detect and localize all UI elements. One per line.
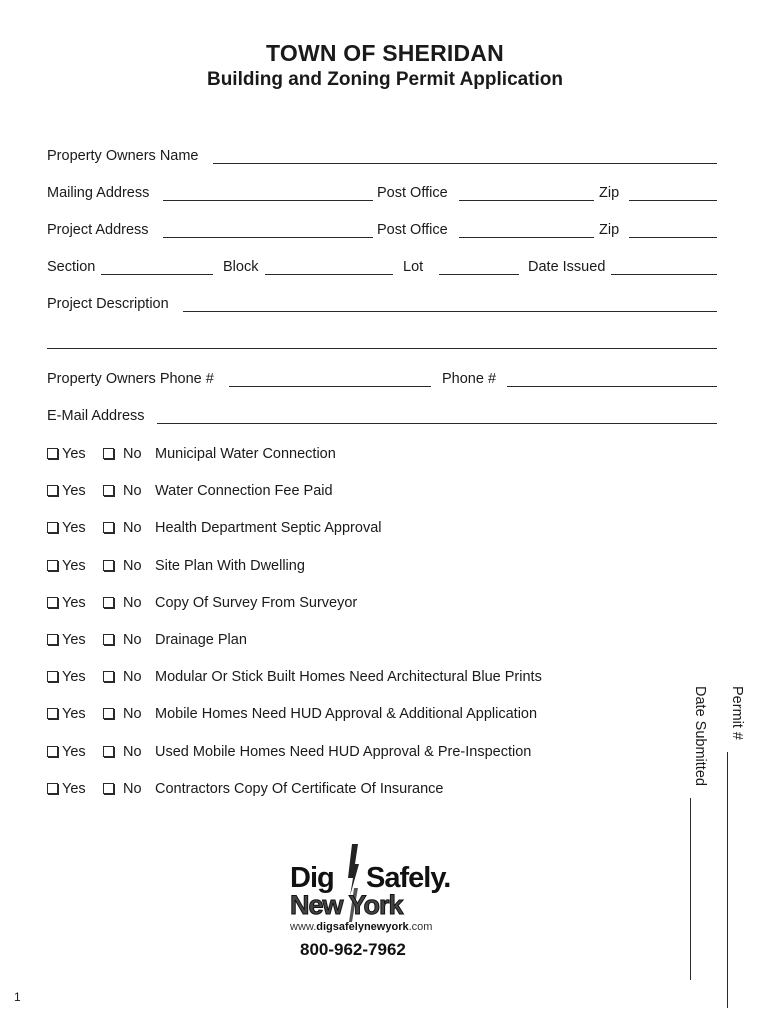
checklist-item xyxy=(47,481,687,503)
logo-new-york-text: New York xyxy=(290,890,403,920)
no-label: No xyxy=(123,557,142,574)
block-label: Block xyxy=(223,259,259,275)
no-label: No xyxy=(123,780,142,797)
project-address-row xyxy=(47,220,717,242)
logo-url-suffix: .com xyxy=(408,921,433,933)
date-submitted-label: Date Submitted xyxy=(692,686,708,786)
email-label: E-Mail Address xyxy=(47,408,145,424)
mailing-address-field[interactable] xyxy=(163,200,373,201)
yes-label: Yes xyxy=(62,557,86,574)
no-label: No xyxy=(123,743,142,760)
checklist-item xyxy=(47,556,687,578)
no-checkbox[interactable] xyxy=(103,708,114,719)
page-title: TOWN OF SHERIDAN xyxy=(266,40,504,66)
permit-number-label: Permit # xyxy=(729,686,745,740)
owners-name-field[interactable] xyxy=(213,163,717,164)
no-checkbox[interactable] xyxy=(103,671,114,682)
yes-label: Yes xyxy=(62,594,86,611)
checklist-item xyxy=(47,518,687,540)
project-zip-field[interactable] xyxy=(629,237,717,238)
date-issued-label: Date Issued xyxy=(528,259,606,275)
yes-label: Yes xyxy=(62,780,86,797)
yes-checkbox[interactable] xyxy=(47,485,58,496)
no-checkbox[interactable] xyxy=(103,634,114,645)
yes-label: Yes xyxy=(62,706,86,723)
project-zip-label: Zip xyxy=(599,222,620,238)
yes-label: Yes xyxy=(62,520,86,537)
yes-checkbox[interactable] xyxy=(47,746,58,757)
no-label: No xyxy=(123,483,142,500)
owners-name-label: Property Owners Name xyxy=(47,148,199,164)
no-checkbox[interactable] xyxy=(103,448,114,459)
logo-safely-text: Safely. xyxy=(366,862,451,894)
page-mark: 1 xyxy=(14,990,21,1004)
lot-field[interactable] xyxy=(439,274,519,275)
no-label: No xyxy=(123,669,142,686)
project-description-label: Project Description xyxy=(47,296,169,312)
checklist-item xyxy=(47,593,687,615)
phone-field[interactable] xyxy=(507,386,717,387)
no-checkbox[interactable] xyxy=(103,485,114,496)
section-label: Section xyxy=(47,259,96,275)
project-description-row xyxy=(47,294,717,316)
mailing-address-label: Mailing Address xyxy=(47,185,150,201)
no-label: No xyxy=(123,446,142,462)
yes-checkbox[interactable] xyxy=(47,634,58,645)
mailing-zip-label: Zip xyxy=(599,185,620,201)
no-label: No xyxy=(123,706,142,723)
logo-phone: 800-962-7962 xyxy=(300,940,406,959)
mailing-post-office-field[interactable] xyxy=(459,200,594,201)
logo-url-main: digsafelynewyork xyxy=(316,921,409,933)
mailing-zip-field[interactable] xyxy=(629,200,717,201)
checklist-item-label: Copy Of Survey From Surveyor xyxy=(155,594,358,611)
project-description-field[interactable] xyxy=(183,311,717,312)
project-post-office-label: Post Office xyxy=(377,222,448,238)
no-checkbox[interactable] xyxy=(103,746,114,757)
mailing-post-office-label: Post Office xyxy=(377,185,448,201)
logo-url xyxy=(290,921,432,933)
permit-number-field[interactable] xyxy=(727,752,728,1008)
yes-label: Yes xyxy=(62,669,86,686)
checklist-item-label: Municipal Water Connection xyxy=(155,446,336,462)
no-checkbox[interactable] xyxy=(103,560,114,571)
project-post-office-field[interactable] xyxy=(459,237,594,238)
email-row xyxy=(47,406,717,428)
no-checkbox[interactable] xyxy=(103,783,114,794)
checklist-item xyxy=(47,779,687,801)
block-field[interactable] xyxy=(265,274,393,275)
no-checkbox[interactable] xyxy=(103,522,114,533)
checklist-item-label: Health Department Septic Approval xyxy=(155,520,382,537)
lot-label: Lot xyxy=(403,259,424,275)
yes-checkbox[interactable] xyxy=(47,597,58,608)
checklist-item-label: Site Plan With Dwelling xyxy=(155,557,305,574)
project-address-label: Project Address xyxy=(47,222,149,238)
logo-dig-text: Dig xyxy=(290,862,334,894)
project-description-row-2 xyxy=(47,331,717,353)
checklist-item-label: Contractors Copy Of Certificate Of Insurance xyxy=(155,780,444,797)
section-field[interactable] xyxy=(101,274,213,275)
project-address-field[interactable] xyxy=(163,237,373,238)
project-description-field-2[interactable] xyxy=(47,348,717,349)
checklist-item-label: Used Mobile Homes Need HUD Approval & Pre-Inspection xyxy=(155,743,532,760)
checklist-item xyxy=(47,742,687,764)
no-label: No xyxy=(123,520,142,537)
section-block-row xyxy=(47,257,717,279)
yes-label: Yes xyxy=(62,632,86,648)
no-label: No xyxy=(123,594,142,611)
yes-checkbox[interactable] xyxy=(47,560,58,571)
logo-url-prefix: www. xyxy=(290,921,317,933)
yes-checkbox[interactable] xyxy=(47,448,58,459)
yes-label: Yes xyxy=(62,446,86,462)
yes-checkbox[interactable] xyxy=(47,522,58,533)
phone-row xyxy=(47,369,717,391)
no-label: No xyxy=(123,632,142,648)
yes-label: Yes xyxy=(62,743,86,760)
checklist-item xyxy=(47,667,687,689)
no-checkbox[interactable] xyxy=(103,597,114,608)
checklist-item-label: Drainage Plan xyxy=(155,632,247,648)
date-submitted-field[interactable] xyxy=(690,798,691,980)
dig-safely-logo xyxy=(290,840,470,970)
yes-checkbox[interactable] xyxy=(47,783,58,794)
owners-phone-label: Property Owners Phone # xyxy=(47,371,214,387)
checklist-item xyxy=(47,630,687,652)
yes-label: Yes xyxy=(62,483,86,500)
checklist-item xyxy=(47,704,687,726)
yes-checkbox[interactable] xyxy=(47,671,58,682)
yes-checkbox[interactable] xyxy=(47,708,58,719)
phone-label: Phone # xyxy=(442,371,497,387)
checklist-item-label: Modular Or Stick Built Homes Need Architectural Blue Prints xyxy=(155,669,542,686)
email-field[interactable] xyxy=(157,423,717,424)
checklist-item xyxy=(47,444,687,466)
date-issued-field[interactable] xyxy=(611,274,717,275)
checklist-item-label: Water Connection Fee Paid xyxy=(155,483,333,500)
owners-phone-field[interactable] xyxy=(229,386,431,387)
checklist-item-label: Mobile Homes Need HUD Approval & Additional Application xyxy=(155,706,538,723)
mailing-address-row xyxy=(47,183,717,205)
page-subtitle: Building and Zoning Permit Application xyxy=(206,69,564,90)
owners-name-row xyxy=(47,146,717,168)
